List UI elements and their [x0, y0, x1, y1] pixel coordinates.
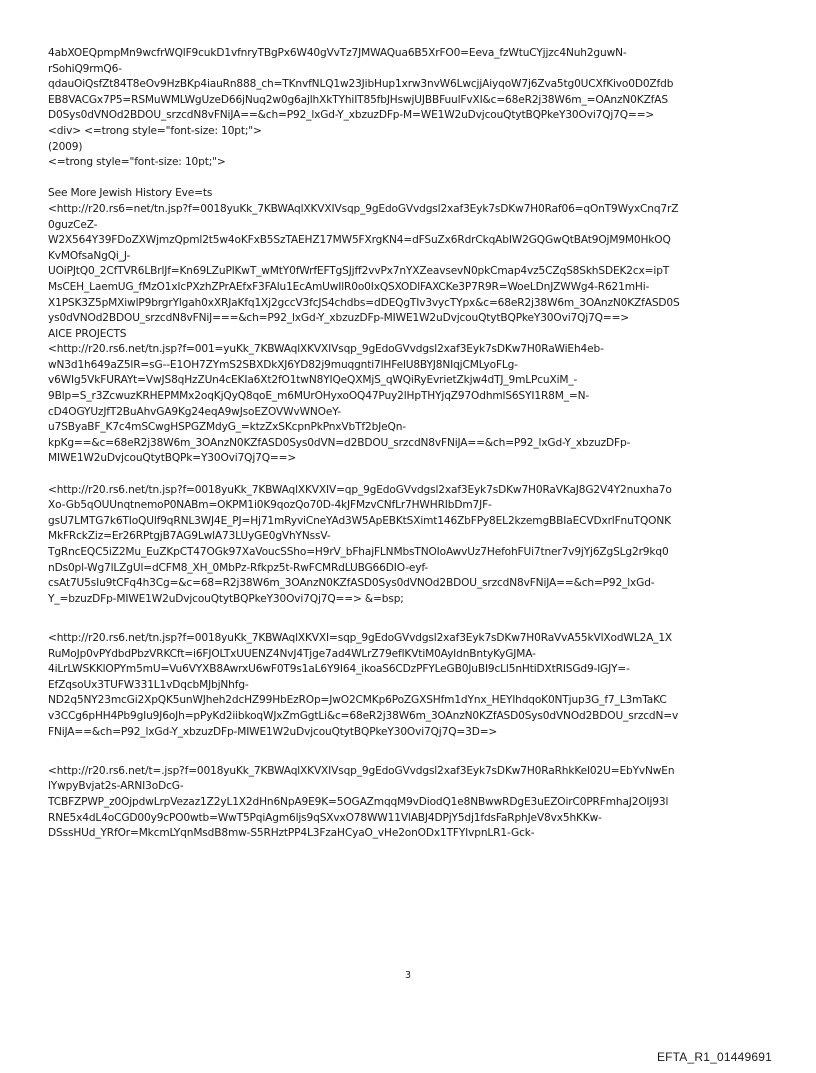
text-line: gsU7LMTG7k6TIoQUlf9qRNL3WJ4E_PJ=Hj71mRyviCneYAd3W5ApEBKtSXimt146ZbFPy8EL2kzemgBBIaECVDxrlFnuTQONK — [48, 514, 671, 527]
text-line: v3CCg6pHH4Pb9gIu9J6oJh=pPyKd2iibkoqWJxZmGgtLi&c=68eR2j38W6m_3OAnzN0KZfASD0Sys0dVNOd2BDOU_srzcdN=v — [48, 709, 679, 722]
text-line: X1PSK3Z5pMXiwlP9brgrYlgah0xXRJaKfq1Xj2gccV3fcJS4chdbs=dDEQgTIv3vycTYpx&c=68eR2j38W6m_3OAnzN0KZfASD0S — [48, 296, 680, 309]
text-block-2 — [48, 186, 772, 467]
spacer — [48, 740, 772, 756]
text-line: lYwpyBvjat2s-ARNI3oDcG- — [48, 780, 184, 793]
page-number: 3 — [404, 970, 412, 981]
email-body — [48, 46, 772, 842]
text-line: RuMoJp0vPYdbdPbzVRKCft=i6FJOLTxUUENZ4NvJ4Tjge7ad4WLrZ79eflKVtiM0AyIdnBntyKyGJMA- — [48, 647, 536, 660]
text-line: cD4OGYUzJfT2BuAhvGA9Kg24eqA9wJsoEZOVWvWNOeY- — [48, 405, 341, 418]
text-line: u7SByaBF_K7c4mSCwgHSPGZMdyG_=ktzZxSKcpnPkPnxVbTf2bJeQn- — [48, 421, 406, 434]
text-line: MkFRckZiz=Er26RPtgjB7AG9LwlA73LUyGE0gVhYNssV- — [48, 530, 331, 543]
text-line: <=trong style="font-size: 10pt;"> — [48, 156, 226, 169]
text-line: kpKg==&c=68eR2j38W6m_3OAnzN0KZfASD0Sys0dVN=d2BDOU_srzcdN8vFNiJA==&ch=P92_lxGd-Y_xbzuzDFp- — [48, 436, 631, 449]
text-block-1 — [48, 46, 772, 171]
text-line: RNE5x4dL4oCGD00y9cPO0wtb=WwT5PqiAgm6ljs9qSXvxO78WW11VlABJ4DPjY5dj1fdsFaRphJeV8vx5hKKw- — [48, 811, 602, 824]
text-line: <http://r20.rs6.net/t=.jsp?f=0018yuKk_7KBWAqlXKVXIVsqp_9gEdoGVvdgsl2xaf3Eyk7sDKw7H0RaRhkKeI02U=EbYvNwEn — [48, 764, 675, 777]
spacer — [48, 756, 772, 764]
text-line: Y_=bzuzDFp-MIWE1W2uDvjcouQtytBQPkeY30Ovi7Qj7Q==> &=bsp; — [48, 592, 404, 605]
text-line: UOiPJtQ0_2CfTVR6LBrlJf=Kn69LZuPlKwT_wMtY0fWrfEFTgSJjff2vvPx7nYXZeavsevN0pkCmap4vz5CZqS8SkhSDEK2cx=ipT — [48, 265, 670, 278]
spacer — [48, 171, 772, 187]
text-line: KvMOfsaNgQi_J- — [48, 249, 131, 262]
text-line: nDs0pl-Wg7lLZgUl=dCFM8_XH_0MbPz-Rfkpz5t-RwFCMRdLUBG66DIO-eyf- — [48, 561, 429, 574]
text-line: AICE PROJECTS — [48, 327, 127, 340]
text-line: ND2q5NY23mcGi2XpQK5unWJheh2dcHZ99HbEzROp=JwO2CMKp6PoZGXSHfm1dYnx_HEYlhdqoK0NTjup3G_f7_L3mTaKC — [48, 694, 667, 707]
text-line: FNiJA==&ch=P92_lxGd-Y_xbzuzDFp-MIWE1W2uDvjcouQtytBQPkeY30Ovi7Qj7Q=3D=> — [48, 725, 498, 738]
text-line: ys0dVNOd2BDOU_srzcdN8vFNiJ===&ch=P92_lxGd-Y_xbzuzDFp-MIWE1W2uDvjcouQtytBQPkeY30Ovi7Qj7Q==> — [48, 312, 630, 325]
text-block-4 — [48, 631, 772, 740]
text-line: MIWE1W2uDvjcouQtytBQPk=Y30Ovi7Qj7Q==> — [48, 452, 297, 465]
text-line: wN3d1h649aZ5lR=sG--E1OH7ZYmS2SBXDkXJ6YD82j9muqgnti7lHFelU8BYJ8NIqjCMLyoFLg- — [48, 358, 518, 371]
text-line: DSssHUd_YRfOr=MkcmLYqnMsdB8mw-S5RHztPP4L3FzaHCyaO_vHe2onODx1TFYIvpnLR1-Gck- — [48, 827, 535, 840]
text-line: TgRncEQC5iZ2Mu_EuZKpCT47OGk97XaVoucSSho=H9rV_bFhajFLNMbsTNOIoAwvUz7HefohFUi7tner7v9jYj6ZgSLg2r9kq0 — [48, 546, 669, 558]
spacer — [48, 623, 772, 631]
text-line: 9Blp=S_r3ZcwuzKRHEPMMx2oqKjQyQ8qoE_m6MUrOHyxoOQ47Puy2lHpTHYjqZ97OdhmlS6SYI1R8M_=N- — [48, 390, 590, 403]
text-line: <http://r20.rs6.net/tn.jsp?f=0018yuKk_7KBWAqlXKVXIV=qp_9gEdoGVvdgsl2xaf3Eyk7sDKw7H0RaVKaJ8G2V4Y2nuxha7o — [48, 483, 672, 496]
text-line: 4abXOEQpmpMn9wcfrWQlF9cukD1vfnryTBgPx6W40gVvTz7JMWAQua6B5XrFO0=Eeva_fzWtuCYjjzc4Nuh2guwN- — [48, 47, 627, 59]
text-line: (2009) — [48, 140, 83, 153]
bates-stamp: EFTA_R1_01449691 — [656, 1050, 772, 1064]
text-line: TCBFZPWP_z0OjpdwLrpVezaz1Z2yL1X2dHn6NpA9E9K=5OGAZmqqM9vDiodQ1e8NBwwRDgE3uEZOirC0PRFmhaJ2OIj93l — [48, 795, 669, 808]
text-line: MsCEH_LaemUG_fMzO1xIcPXzhZPrAEfxF3FAlu1EcAmUwIlR0o0IxQSXODlFAXCKe3P7R9R=WoeLDnJZWWg4-R621mHi- — [48, 280, 650, 293]
text-block-5 — [48, 764, 772, 842]
text-block-3 — [48, 483, 772, 608]
text-line: See More Jewish History Eve=ts — [48, 187, 213, 200]
text-line: 4iLrLWSKKlOPYm5mU=Vu6VYXB8AwrxU6wF0T9s1aL6Y9I64_ikoaS6CDzPFYLeGB0JuBI9cLl5nHtiDXtRISGd9-lGJY=- — [48, 663, 630, 676]
text-line: <http://r20.rs6=net/tn.jsp?f=0018yuKk_7KBWAqlXKVXIVsqp_9gEdoGVvdgsl2xaf3Eyk7sDKw7H0Raf06=qOnT9WyxCnq7rZ — [48, 202, 679, 215]
text-line: csAt7U5sIu9tCFq4h3Cg=&c=68=R2j38W6m_3OAnzN0KZfASD0Sys0dVNOd2BDOU_srzcdN8vFNiJA==&ch=P92_lxGd- — [48, 577, 655, 590]
text-line: W2X564Y39FDoZXWjmzQpml2t5w4oKFxB5SzTAEHZ17MW5FXrgKN4=dFSuZx6RdrCkqAbIW2GQGwQtBAt9OjM9M0HkOQ — [48, 234, 671, 247]
text-line: <http://r20.rs6.net/tn.jsp?f=0018yuKk_7KBWAqlXKVXI=sqp_9gEdoGVvdgsl2xaf3Eyk7sDKw7H0RaVvA55kVlXodWL2A_1X — [48, 631, 673, 644]
text-line: EB8VACGx7P5=RSMuWMLWgUzeD66jNuq2w0g6ajlhXkTYhiIT85fbJHswjUJBBFuulFvXI&c=68eR2j38W6m_=OAnzN0KZfAS — [48, 93, 668, 106]
text-line: qdauOiQsfZt84T8eOv9HzBKp4iauRn888_ch=TKnvfNLQ1w23JibHup1xrw3nvW6LwcjjAiyqoW7j6Zva5tg0UCXfKivo0D0Zfdb — [48, 78, 674, 91]
spacer — [48, 607, 772, 623]
text-line: <div> <=trong style="font-size: 10pt;"> — [48, 124, 262, 137]
text-line: D0Sys0dVNOd2BDOU_srzcdN8vFNiJA==&ch=P92_lxGd-Y_xbzuzDFp-M=WE1W2uDvjcouQtytBQPkeY30Ovi7Qj7Q==> — [48, 109, 655, 122]
text-line: 0guzCeZ- — [48, 218, 98, 231]
spacer — [48, 467, 772, 483]
text-line: EfZqsoUx3TUFW331L1vDqcbMJbjNhfg- — [48, 678, 249, 691]
text-line: rSohiQ9rmQ6- — [48, 62, 122, 75]
text-line: <http://r20.rs6.net/tn.jsp?f=001=yuKk_7KBWAqlXKVXIVsqp_9gEdoGVvdgsl2xaf3Eyk7sDKw7H0RaWiEh4eb- — [48, 343, 604, 356]
text-line: v6WIg5VkFURAYt=VwJS8qHzZUn4cEKIa6Xt2fO1twN8YIQeQXMjS_qWQiRyEvrietZkjw4dTJ_9mLPcuXiM_- — [48, 374, 578, 387]
text-line: Xo-Gb5qOUUnqtnemoP0NABm=OKPM1i0K9qozQo70D-4kJFMzvCNfLr7HWHRIbDm7JF- — [48, 499, 492, 512]
